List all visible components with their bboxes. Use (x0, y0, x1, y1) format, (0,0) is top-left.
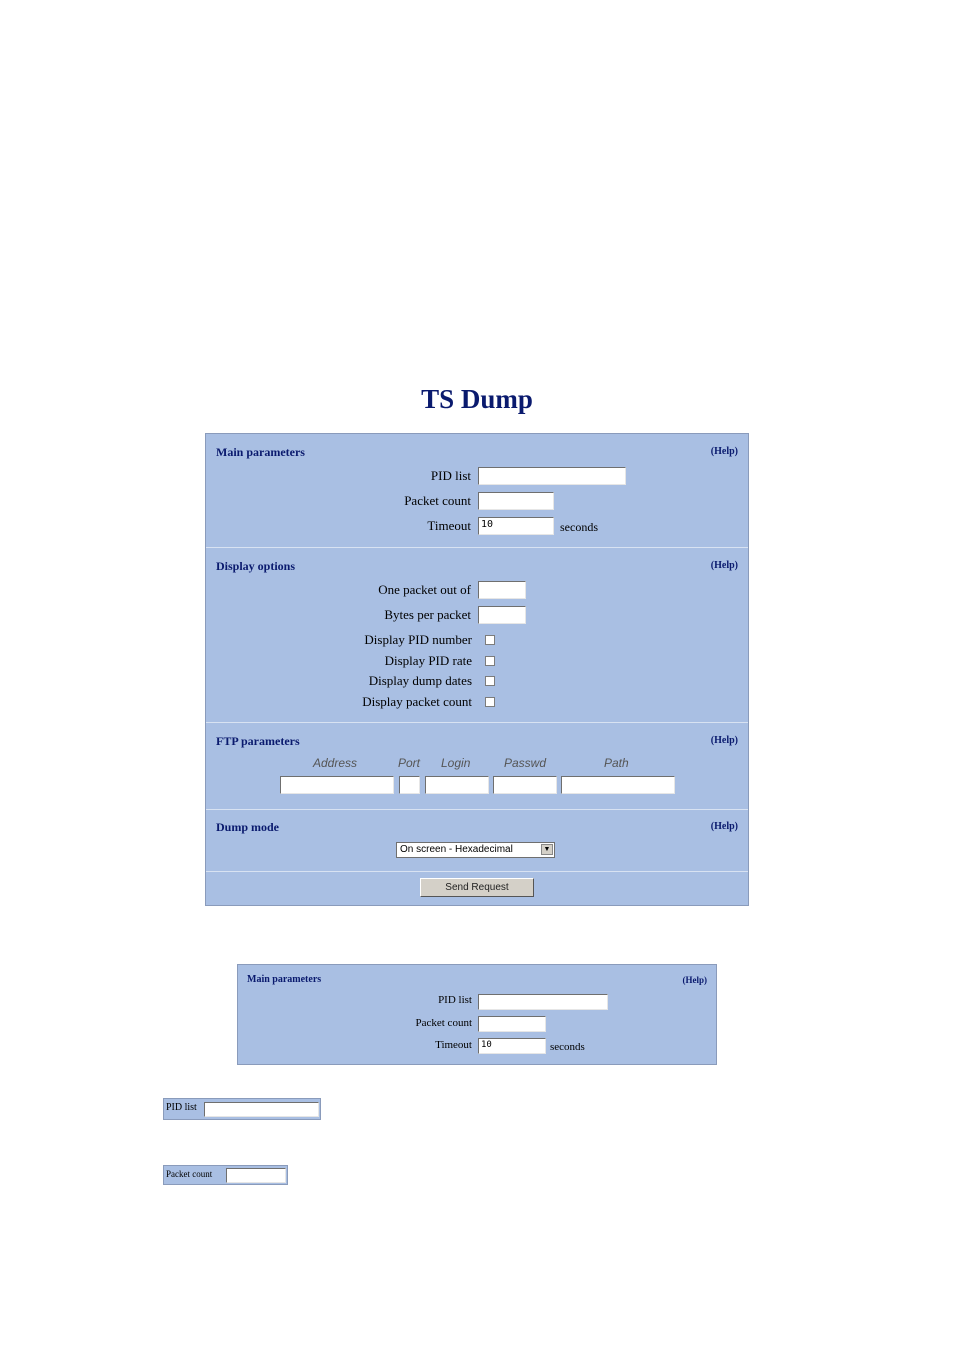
dump-mode-heading: Dump mode (216, 820, 280, 834)
ftp-path-input[interactable] (561, 776, 675, 794)
main-parameters-zoom (237, 964, 717, 1065)
bytes-per-packet-label: Bytes per packet (384, 607, 471, 622)
snippet-packet-count-label: Packet count (166, 1169, 213, 1179)
ftp-port-header: Port (398, 756, 421, 770)
bytes-per-packet-input[interactable] (478, 606, 526, 624)
ftp-parameters-help-link[interactable]: (Help) (710, 735, 738, 746)
chevron-down-icon[interactable]: ▼ (541, 844, 553, 855)
ftp-port-input[interactable] (399, 776, 420, 794)
ftp-passwd-input[interactable] (493, 776, 557, 794)
ftp-login-input[interactable] (425, 776, 489, 794)
timeout-label: Timeout (427, 518, 471, 533)
zoom-help-link[interactable]: (Help) (682, 975, 707, 985)
pid-list-snippet (163, 1098, 321, 1120)
zoom-pid-list-label: PID list (438, 994, 472, 1006)
dump-mode-select[interactable] (396, 842, 555, 858)
display-packet-count-label: Display packet count (362, 694, 472, 709)
send-section (206, 871, 748, 905)
zoom-timeout-unit: seconds (550, 1041, 585, 1053)
display-pid-number-checkbox[interactable] (485, 635, 495, 645)
ftp-address-header: Address (313, 756, 358, 770)
display-options-section (206, 547, 748, 723)
one-packet-out-of-label: One packet out of (378, 582, 471, 597)
display-options-help-link[interactable]: (Help) (710, 560, 738, 571)
main-parameters-help-link[interactable]: (Help) (710, 446, 738, 457)
ts-dump-form (205, 433, 749, 906)
main-parameters-section (206, 434, 748, 548)
one-packet-out-of-input[interactable] (478, 581, 526, 599)
zoom-pid-list-input[interactable] (478, 994, 608, 1010)
timeout-unit: seconds (560, 520, 598, 534)
pid-list-label: PID list (430, 468, 471, 483)
zoom-main-parameters-heading: Main parameters (247, 974, 322, 985)
zoom-packet-count-input[interactable] (478, 1016, 546, 1032)
ftp-address-input[interactable] (280, 776, 394, 794)
pid-list-input[interactable] (478, 467, 626, 485)
dump-mode-selected-value: On screen - Hexadecimal (400, 844, 513, 855)
display-packet-count-checkbox[interactable] (485, 697, 495, 707)
timeout-input[interactable]: 10 (478, 517, 554, 535)
send-request-button[interactable]: Send Request (420, 878, 534, 897)
display-pid-rate-checkbox[interactable] (485, 656, 495, 666)
display-pid-rate-label: Display PID rate (384, 653, 472, 668)
packet-count-input[interactable] (478, 492, 554, 510)
snippet-pid-list-input[interactable] (204, 1102, 319, 1117)
ftp-parameters-heading: FTP parameters (216, 734, 300, 748)
ftp-path-header: Path (604, 756, 629, 770)
main-parameters-heading: Main parameters (216, 445, 305, 459)
dump-mode-help-link[interactable]: (Help) (710, 821, 738, 832)
packet-count-label: Packet count (404, 493, 471, 508)
ftp-passwd-header: Passwd (504, 756, 547, 770)
snippet-pid-list-label: PID list (166, 1102, 197, 1113)
display-pid-number-label: Display PID number (364, 632, 472, 647)
packet-count-snippet (163, 1165, 288, 1185)
display-dump-dates-label: Display dump dates (368, 673, 472, 688)
ftp-login-header: Login (441, 756, 471, 770)
snippet-packet-count-input[interactable] (226, 1168, 286, 1183)
zoom-timeout-label: Timeout (435, 1039, 472, 1051)
page-title: TS Dump (421, 384, 533, 414)
display-options-heading: Display options (216, 559, 296, 573)
ftp-parameters-section (206, 722, 748, 810)
dump-mode-section (206, 809, 748, 872)
display-dump-dates-checkbox[interactable] (485, 676, 495, 686)
zoom-timeout-input[interactable]: 10 (478, 1038, 546, 1054)
zoom-packet-count-label: Packet count (415, 1017, 472, 1029)
